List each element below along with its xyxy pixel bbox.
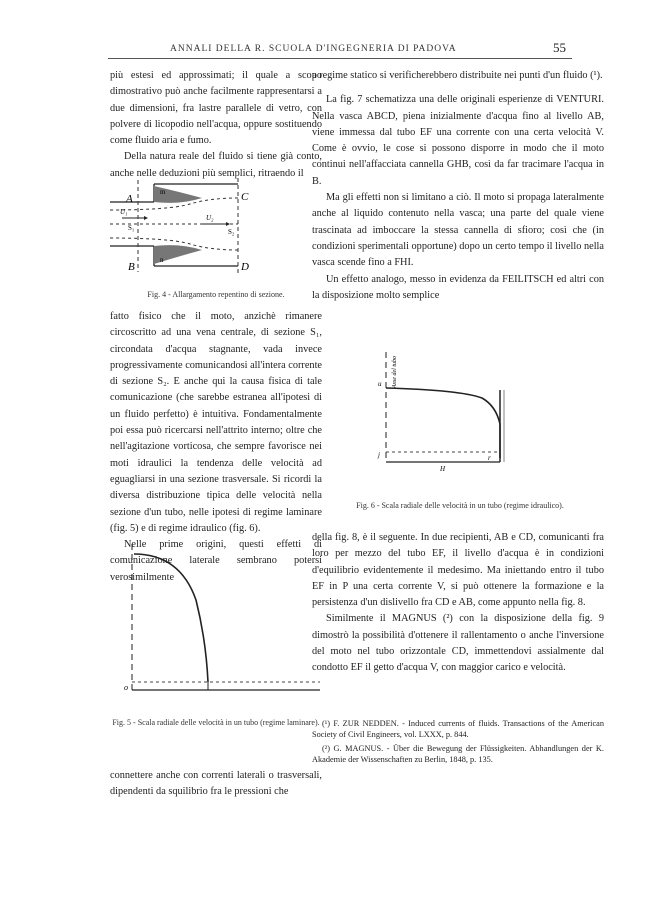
figure-6-caption: Fig. 6 - Scala radiale delle velocità in un tubo (regime idraulico). bbox=[356, 501, 564, 510]
fig4-label-C: C bbox=[241, 191, 249, 203]
left-text-top bbox=[110, 68, 322, 182]
right-text-bottom bbox=[312, 530, 604, 677]
paragraph: fatto fisico che il moto, anzichè rimanere circoscritto ad una vena centrale, di sezione S₁, circondata d'acqua stagnante, vada invece progressivamente comunicandosi all'intera corrente di sezione S₂. E anche qui la causa fisica di tale comunicazione (che sarebbe estranea all'ipotesi di un fluido perfetto) è intuitiva. Fondamentalmente poi essa può ricercarsi nell'attrito interno; oltre che nell'agitazione vorticosa, che sempre favorisce nei moti idraulici la tendenza delle velocità ad eguagliarsi in una sezione trasversale. Si ricordi la diversa distribuzione tipica delle velocità nella sezione d'un tubo, nelle ipotesi di regime laminare (fig. 5) e di regime idraulico (fig. 6). bbox=[110, 311, 323, 534]
fig5-label-o: o bbox=[124, 683, 128, 692]
paragraph: della fig. 8, è il seguente. In due recipienti, AB e CD, comunicanti fra loro per mezzo del tubo EF, il livello d'acqua è in condizioni d'equilibrio evidentemente il medesimo. Ma iniettando entro il tubo EF in P una certa corrente V, si può ottenere la formazione e la persistenza d'un dislivello fra CD e AB, come appunto nella fig. 8. bbox=[312, 532, 604, 609]
figure-5 bbox=[110, 540, 322, 700]
header-rule bbox=[108, 58, 572, 59]
fig4-label-S2: S₂ bbox=[228, 228, 235, 236]
paragraph: più estesi ed approssimati; il quale a scopo dimostrativo può anche facilmente rappresentarsi a due dimensioni, fra lastre parallele di vetro, con polvere di licopodio nell'acqua, oppure sostituendo come fluido aria e fumo. bbox=[110, 70, 322, 147]
paragraph: La fig. 7 schematizza una delle originali esperienze di VENTURI. Nella vasca ABCD, piena inizialmente d'acqua fino al livello AB, viene immessa dal tubo EF una corrente con una certa velocità V. Come è ovvio, le cose si possono disporre in modo che il moto continui nell'affacciata cannella GHB, così da far tracimare l'acqua in B. bbox=[312, 94, 604, 187]
figure-6 bbox=[370, 350, 550, 480]
fig4-label-B: B bbox=[128, 261, 135, 273]
paragraph: a regime statico si verificherebbero distribuite nei punti d'un fluido (¹). bbox=[312, 70, 603, 81]
fig4-label-n: n bbox=[160, 256, 164, 264]
paragraph: Un effetto analogo, messo in evidenza da FEILITSCH ed altri con la disposizione molto semplice bbox=[312, 273, 604, 301]
fig6-label-r: r bbox=[488, 454, 491, 462]
figure-4-caption: Fig. 4 - Allargamento repentino di sezione. bbox=[147, 290, 285, 299]
figure-5-caption: Fig. 5 - Scala radiale delle velocità in un tubo (regime laminare). bbox=[112, 718, 320, 727]
fig4-label-S1: S₁ bbox=[128, 224, 135, 232]
fig4-label-A: A bbox=[126, 193, 133, 205]
fig6-label-H: H bbox=[440, 465, 446, 473]
footnotes bbox=[312, 718, 604, 767]
page-number: 55 bbox=[553, 40, 566, 55]
left-text-bottom bbox=[110, 768, 322, 801]
paragraph: Ma gli effetti non si limitano a ciò. Il moto si propaga lateralmente anche al liquido contenuto nella vasca; una parte del quale viene trascinata ad imboccare la stessa cannella di sfioro; così che (in condizioni sperimentali opportune) dopo un certo tempo il livello nella vasca scende fino a FHI. bbox=[312, 192, 604, 269]
paragraph: connettere anche con correnti laterali o trasversali, dipendenti da squilibrio fra le pressioni che bbox=[110, 770, 322, 798]
fig4-label-U2: U₂ bbox=[206, 214, 214, 222]
paragraph: Della natura reale del fluido si tiene già conto, anche nelle deduzioni più semplici, ritraendo il bbox=[110, 151, 322, 179]
fig4-label-U1: U₁ bbox=[120, 208, 128, 216]
fig4-label-m: m bbox=[160, 188, 166, 196]
footnote-2: (²) G. MAGNUS. - Über die Bewegung der Flüssigkeiten. Abhandlungen der K. Akademie der Wissenschaften zu Berlin, 1848, p. 135. bbox=[312, 743, 604, 764]
fig6-label-j: j bbox=[378, 451, 380, 459]
running-header: ANNALI DELLA R. SCUOLA D'INGEGNERIA DI PADOVA bbox=[170, 44, 457, 54]
fig4-label-D: D bbox=[241, 261, 249, 273]
paragraph: Nelle prime origini, questi effetti di comunicazione laterale sembrano potersi verosimilmente bbox=[110, 539, 322, 583]
fig6-label-u: u bbox=[378, 380, 382, 388]
paragraph: Similmente il MAGNUS (²) con la disposizione della fig. 9 dimostrò la possibilità d'ottenere il rallentamento o anche l'inversione del moto nel tubo orizzontale CD, immettendovi assialmente dal condotto EF il getto d'acqua V, con maggior carico e velocità. bbox=[312, 613, 604, 674]
figure-4 bbox=[110, 178, 322, 278]
fig6-axis-label: Asse del tubo bbox=[392, 356, 398, 388]
right-text-top bbox=[312, 68, 604, 304]
footnote-1: (¹) F. ZUR NEDDEN. - Induced currents of fluids. Transactions of the American Society of Civil Engineers, vol. LXXX, p. 844. bbox=[312, 719, 604, 740]
